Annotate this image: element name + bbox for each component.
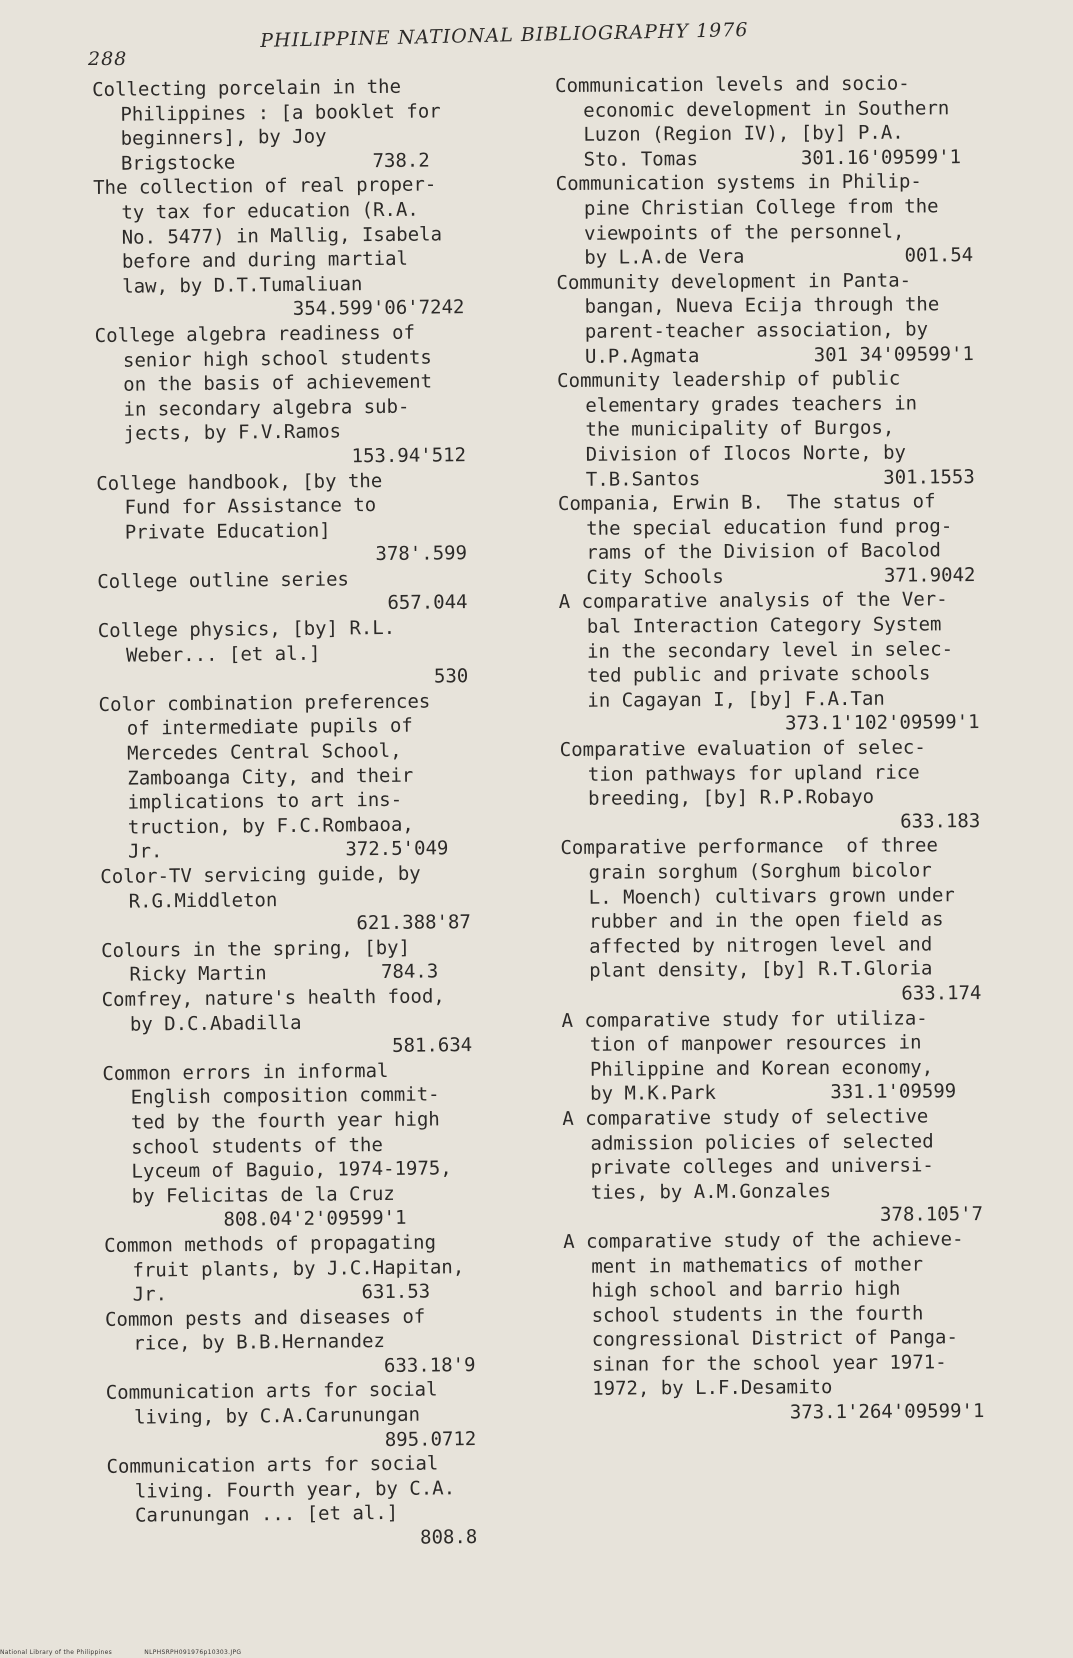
entry-continuation-line: L. Moench) cultivars grown under bbox=[588, 883, 955, 909]
footer-library: National Library of the Philippines bbox=[0, 1649, 113, 1656]
entry-title-line: Communication arts for social bbox=[106, 1452, 439, 1479]
entry-continuation-line: congressional District of Panga- bbox=[591, 1326, 958, 1352]
classification-number: 581.634 bbox=[391, 1034, 473, 1058]
entry-continuation-line: Zamboanga City, and their bbox=[127, 764, 414, 790]
entry-continuation-line: Carunungan ... [et al.] bbox=[134, 1502, 399, 1528]
entry-continuation-line: ted public and private schools bbox=[587, 662, 931, 688]
entry-continuation-line: grain sorghum (Sorghum bicolor bbox=[588, 859, 932, 884]
entry-continuation-line: in the secondary level in selec- bbox=[586, 637, 954, 663]
entry-continuation-line: on the basis of achievement bbox=[123, 370, 433, 396]
entry-title-line: Common methods of propagating bbox=[104, 1231, 437, 1257]
bibliography-entry bbox=[101, 935, 501, 988]
entry-continuation-line: by L.A.de Vera 001.54 bbox=[584, 244, 974, 269]
footer-file: NLPHSRPH091976p10303.JPG bbox=[144, 1649, 242, 1656]
entry-continuation-line: in Cagayan I, [by] F.A.Tan bbox=[587, 687, 885, 712]
classification-number: 633.183 bbox=[900, 809, 981, 833]
entry-continuation-line: school students in the fourth bbox=[591, 1302, 924, 1327]
entry-continuation-line: Private Education] bbox=[124, 519, 331, 544]
page-number: 288 bbox=[88, 48, 128, 70]
classification-number: 378'.599 bbox=[375, 542, 468, 566]
entry-continuation-line: bal Interaction Category System bbox=[586, 613, 942, 638]
scan-footer bbox=[0, 1649, 271, 1656]
entry-continuation-line: fruit plants, by J.C.Hapitan, bbox=[132, 1255, 465, 1282]
entry-continuation-line: viewpoints of the personnel, bbox=[584, 220, 905, 245]
entry-continuation-line: Lyceum of Baguio, 1974-1975, bbox=[131, 1157, 452, 1183]
classification-number: 657.044 bbox=[387, 591, 468, 615]
classification-number: 895.0712 bbox=[384, 1427, 477, 1451]
entry-continuation-line: implications to art ins- bbox=[127, 789, 403, 814]
bibliography-entry bbox=[563, 1227, 1004, 1427]
classification-number: 633.174 bbox=[901, 982, 982, 1005]
entry-continuation-line: 1972, by L.F.Desamito bbox=[592, 1376, 833, 1401]
bibliography-entry bbox=[98, 615, 499, 693]
right-column bbox=[555, 71, 1004, 1427]
entry-continuation-line: sinan for the school year 1971- bbox=[591, 1351, 947, 1376]
entry-continuation-line: ted by the fourth year high bbox=[130, 1108, 440, 1134]
bibliography-entry bbox=[562, 1104, 1003, 1230]
entry-continuation-line: Division of Ilocos Norte, by bbox=[585, 441, 907, 466]
entry-continuation-line: Sto. Tomas 301.16'09599'1 bbox=[583, 145, 962, 171]
entry-continuation-line: Fund for Assistance to bbox=[124, 494, 377, 519]
entry-continuation-line: Brigstocke 738.2 bbox=[120, 149, 430, 175]
classification-number: 153.94'512 bbox=[351, 444, 467, 468]
entry-continuation-line: elementary grades teachers in bbox=[585, 392, 918, 417]
entry-title-line: Collecting porcelain in the bbox=[92, 75, 402, 101]
entry-title-line: College algebra readiness of bbox=[94, 321, 416, 347]
classification-number: 373.1'264'09599'1 bbox=[789, 1400, 985, 1424]
entry-continuation-line: Jr. 631.53 bbox=[132, 1280, 431, 1306]
entry-title-line: Communication systems in Philip- bbox=[555, 170, 922, 196]
entry-continuation-line: in secondary algebra sub- bbox=[123, 395, 410, 421]
bibliography-entry bbox=[100, 861, 501, 939]
classification-number: 378.105'7 bbox=[879, 1203, 984, 1227]
bibliography-entry bbox=[92, 74, 493, 177]
entry-title-line: Community leadership of public bbox=[557, 367, 901, 393]
entry-title-line: A comparative study of selective bbox=[562, 1105, 929, 1130]
entry-continuation-line: rams of the Division of Bacolod bbox=[586, 539, 942, 565]
entry-continuation-line: before and during martial bbox=[121, 247, 409, 273]
entry-continuation-line: jects, by F.V.Ramos bbox=[123, 420, 342, 445]
page-header bbox=[76, 18, 749, 70]
entry-continuation-line: ties, by A.M.Gonzales bbox=[590, 1179, 832, 1204]
entry-continuation-line: living. Fourth year, by C.A. bbox=[134, 1477, 456, 1503]
bibliography-entry bbox=[556, 268, 997, 369]
entry-title-line: Community development in Panta- bbox=[556, 269, 912, 294]
entry-continuation-line: by D.C.Abadilla bbox=[129, 1011, 302, 1036]
entry-continuation-line: high school and barrio high bbox=[591, 1277, 901, 1302]
bibliography-entry bbox=[560, 833, 1001, 1008]
entry-continuation-line: parent-teacher association, by bbox=[584, 318, 929, 343]
entry-continuation-line: private colleges and universi- bbox=[590, 1154, 934, 1179]
entry-continuation-line: tion of manpower resources in bbox=[589, 1031, 922, 1056]
bibliography-entry bbox=[560, 735, 1001, 836]
entry-continuation-line: by M.K.Park 331.1'09599 bbox=[590, 1080, 957, 1106]
bibliography-entry bbox=[559, 587, 1000, 738]
running-title: PHILIPPINE NATIONAL BIBLIOGRAPHY 1976 bbox=[260, 18, 749, 52]
entry-title-line: A comparative study for utiliza- bbox=[561, 1006, 928, 1032]
entry-title-line: Comparative evaluation of selec- bbox=[559, 736, 926, 762]
bibliography-entry bbox=[102, 984, 503, 1062]
entry-continuation-line: Philippine and Korean economy, bbox=[589, 1056, 934, 1081]
classification-number: 354.599'06'7242 bbox=[292, 296, 465, 321]
entry-continuation-line: Weber... [et al.] bbox=[125, 642, 321, 667]
entry-continuation-line: by Felicitas de la Cruz bbox=[131, 1182, 395, 1208]
entry-continuation-line: ty tax for education (R.A. bbox=[121, 198, 419, 224]
entry-continuation-line: the special education fund prog- bbox=[586, 514, 953, 540]
entry-continuation-line: T.B.Santos 301.1553 bbox=[585, 465, 975, 491]
entry-continuation-line: of intermediate pupils of bbox=[126, 715, 413, 741]
bibliography-entry bbox=[96, 467, 497, 570]
entry-continuation-line: law, by D.T.Tumaliuan bbox=[122, 272, 363, 298]
entry-continuation-line: Luzon (Region IV), [by] P.A. bbox=[583, 121, 904, 146]
entry-continuation-line: pine Christian College from the bbox=[583, 195, 939, 220]
entry-title-line: Color-TV servicing guide, by bbox=[100, 862, 421, 888]
entry-continuation-line: No. 5477) in Mallig, Isabela bbox=[121, 222, 443, 249]
classification-number: 633.18'9 bbox=[383, 1353, 476, 1377]
entry-continuation-line: economic development in Southern bbox=[583, 96, 950, 122]
bibliography-entry bbox=[104, 1230, 505, 1308]
entry-continuation-line: rubber and in the open field as bbox=[588, 908, 944, 933]
entry-continuation-line: U.P.Agmata 301 34'09599'1 bbox=[584, 342, 974, 368]
entry-title-line: Compania, Erwin B. The status of bbox=[557, 490, 936, 516]
entry-title-line: Common pests and diseases of bbox=[104, 1305, 426, 1331]
entry-continuation-line: the municipality of Burgos, bbox=[585, 416, 895, 442]
entry-continuation-line: living, by C.A.Carunungan bbox=[133, 1403, 421, 1429]
entry-continuation-line: affected by nitrogen level and bbox=[589, 933, 933, 958]
entry-continuation-line: Ricky Martin 784.3 bbox=[129, 960, 439, 987]
entry-title-line: The collection of real proper- bbox=[93, 173, 437, 200]
entry-title-line: Colours in the spring, [by] bbox=[101, 936, 411, 962]
entry-continuation-line: R.G.Middleton bbox=[128, 888, 278, 913]
entry-title-line: Color combination preferences bbox=[98, 690, 431, 716]
entry-continuation-line: Mercedes Central School, bbox=[126, 739, 402, 765]
entry-continuation-line: rice, by B.B.Hernandez bbox=[133, 1330, 386, 1355]
entry-continuation-line: school students of the bbox=[131, 1133, 383, 1159]
entry-continuation-line: City Schools 371.9042 bbox=[586, 563, 976, 589]
classification-number: 808.8 bbox=[419, 1526, 478, 1549]
entry-continuation-line: Jr. 372.5'049 bbox=[127, 837, 449, 864]
bibliography-entry bbox=[97, 566, 497, 619]
bibliography-entry bbox=[556, 169, 997, 270]
classification-number: 530 bbox=[433, 665, 469, 688]
entry-continuation-line: beginners], by Joy bbox=[120, 125, 327, 150]
bibliography-entry bbox=[562, 1005, 1003, 1106]
bibliography-entry bbox=[106, 1451, 507, 1554]
entry-continuation-line: bangan, Nueva Ecija through the bbox=[584, 293, 940, 319]
entry-title-line: A comparative analysis of the Ver- bbox=[558, 588, 948, 614]
bibliography-entry bbox=[555, 71, 996, 172]
classification-number: 373.1'102'09599'1 bbox=[784, 711, 980, 735]
entry-continuation-line: truction, by F.C.Rombaoa, bbox=[127, 813, 414, 839]
entry-continuation-line: plant density, [by] R.T.Gloria bbox=[589, 957, 933, 983]
entry-continuation-line: 808.04'2'09599'1 bbox=[131, 1207, 407, 1232]
bibliography-entry bbox=[95, 320, 497, 472]
entry-continuation-line: Philippines : [a booklet for bbox=[120, 99, 441, 126]
entry-continuation-line: senior high school students bbox=[122, 345, 432, 372]
entry-continuation-line: tion pathways for upland rice bbox=[587, 761, 920, 786]
entry-title-line: College handbook, [by the bbox=[96, 469, 383, 495]
entry-continuation-line: ment in mathematics of mother bbox=[591, 1252, 924, 1278]
left-column bbox=[92, 74, 507, 1554]
entry-continuation-line: English composition commit- bbox=[130, 1083, 440, 1109]
entry-title-line: Communication arts for social bbox=[105, 1378, 438, 1405]
bibliography-entry bbox=[98, 689, 500, 865]
bibliography-entry bbox=[558, 489, 999, 590]
entry-title-line: College outline series bbox=[97, 568, 350, 593]
entry-continuation-line: admission policies of selected bbox=[590, 1129, 934, 1155]
entry-title-line: Comparative performance of three bbox=[560, 834, 938, 860]
bibliography-entry bbox=[557, 366, 998, 492]
bibliography-entry bbox=[106, 1377, 507, 1455]
entry-title-line: College physics, [by] R.L. bbox=[97, 616, 396, 643]
entry-title-line: A comparative study of the achieve- bbox=[563, 1228, 964, 1253]
bibliography-entry bbox=[102, 1058, 504, 1234]
classification-number: 621.388'87 bbox=[356, 911, 471, 935]
bibliography-entry bbox=[93, 172, 495, 324]
entry-continuation-line: breeding, [by] R.P.Robayo bbox=[587, 786, 875, 811]
entry-title-line: Common errors in informal bbox=[102, 1059, 389, 1085]
bibliography-entry bbox=[105, 1303, 506, 1381]
entry-title-line: Communication levels and socio- bbox=[555, 72, 910, 97]
entry-title-line: Comfrey, nature's health food, bbox=[101, 985, 445, 1011]
